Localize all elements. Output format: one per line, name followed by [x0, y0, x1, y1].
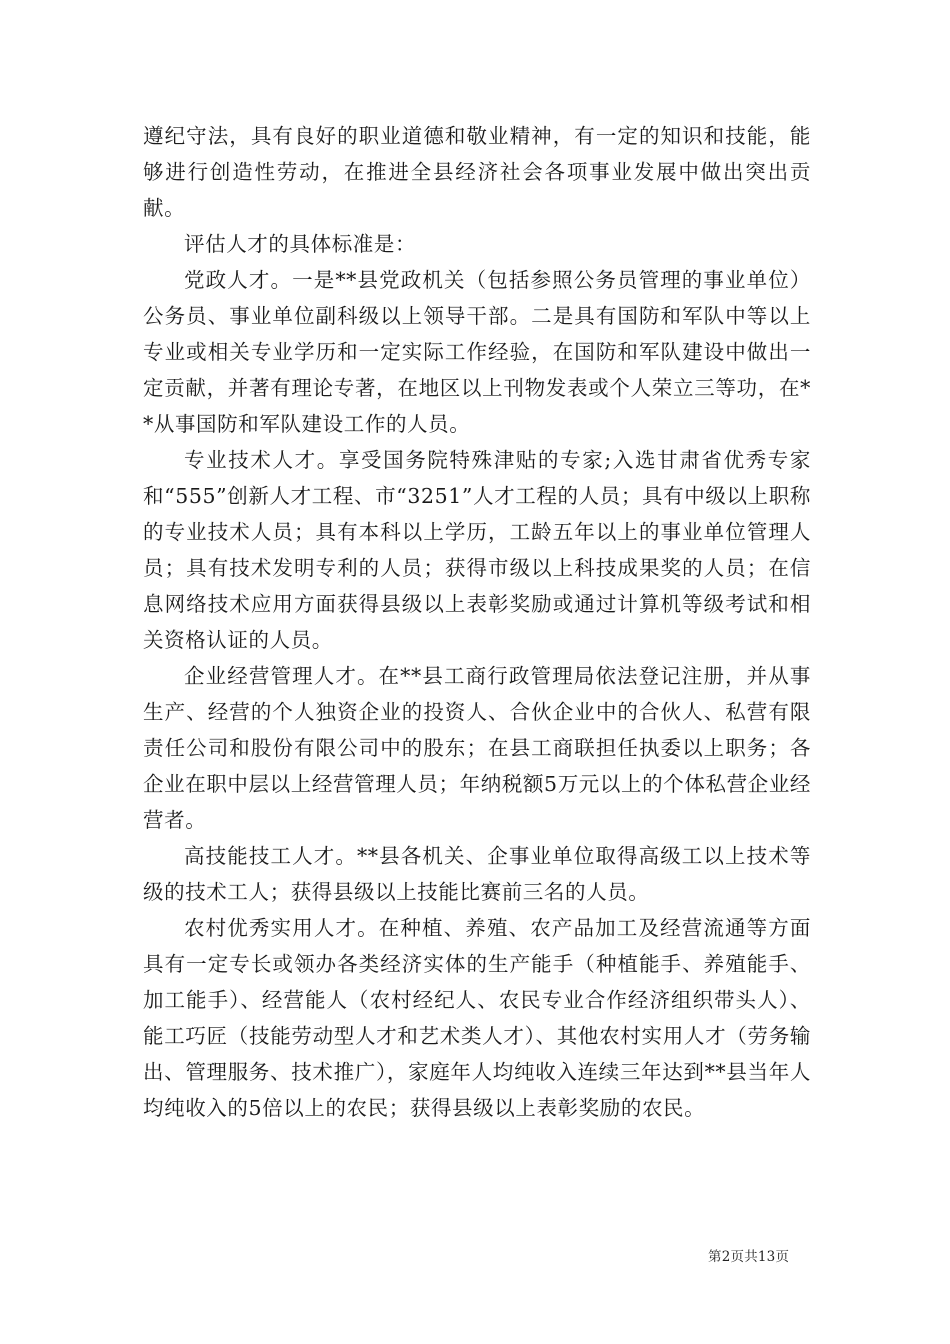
- document-body: [143, 118, 811, 1126]
- paragraph-party-government-talent: 党政人才。一是**县党政机关（包括参照公务员管理的事业单位）公务员、事业单位副科级以上领导干部。二是具有国防和军队中等以上专业或相关专业学历和一定实际工作经验，在国防和军队建设中做出一定贡献，并著有理论专著，在地区以上刊物发表或个人荣立三等功，在**从事国防和军队建设工作的人员。: [143, 268, 811, 436]
- paragraph-criteria-heading: 评估人才的具体标准是：: [184, 232, 417, 256]
- paragraph-high-skill-technician-talent: 高技能技工人才。**县各机关、企事业单位取得高级工以上技术等级的技术工人；获得县级以上技能比赛前三名的人员。: [143, 844, 811, 904]
- paragraph-professional-technical-talent: 专业技术人才。享受国务院特殊津贴的专家;入选甘肃省优秀专家和“555”创新人才工程、市“3251”人才工程的人员；具有中级以上职称的专业技术人员；具有本科以上学历，工龄五年以上的事业单位管理人员；具有技术发明专利的人员；获得市级以上科技成果奖的人员；在信息网络技术应用方面获得县级以上表彰奖励或通过计算机等级考试和相关资格认证的人员。: [143, 448, 811, 652]
- paragraph-rural-practical-talent: 农村优秀实用人才。在种植、养殖、农产品加工及经营流通等方面具有一定专长或领办各类经济实体的生产能手（种植能手、养殖能手、加工能手）、经营能人（农村经纪人、农民专业合作经济组织带头人）、能工巧匠（技能劳动型人才和艺术类人才）、其他农村实用人才（劳务输出、管理服务、技术推广），家庭年人均纯收入连续三年达到**县当年人均纯收入的5倍以上的农民；获得县级以上表彰奖励的农民。: [143, 916, 811, 1120]
- paragraph-intro-continued: 遵纪守法，具有良好的职业道德和敬业精神，有一定的知识和技能，能够进行创造性劳动，在推进全县经济社会各项事业发展中做出突出贡献。: [143, 124, 811, 220]
- paragraph-business-management-talent: 企业经营管理人才。在**县工商行政管理局依法登记注册，并从事生产、经营的个人独资企业的投资人、合伙企业中的合伙人、私营有限责任公司和股份有限公司中的股东；在县工商联担任执委以上职务；各企业在职中层以上经营管理人员；年纳税额5万元以上的个体私营企业经营者。: [143, 664, 811, 832]
- page-number: 第2页共13页: [708, 1249, 790, 1265]
